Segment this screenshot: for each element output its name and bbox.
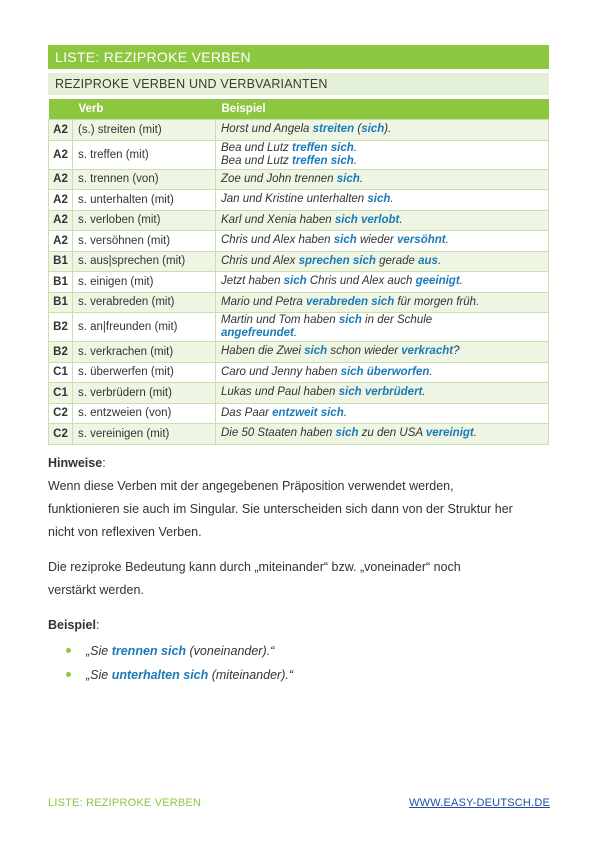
example-text: .: [390, 193, 394, 206]
example-text: .: [437, 254, 442, 267]
verb-cell: s. treffen (mit): [73, 140, 216, 169]
table-row: [49, 210, 549, 231]
highlighted-text: sich: [333, 234, 357, 247]
verb-cell: s. verloben (mit): [73, 210, 216, 231]
highlighted-text: vereinigt: [425, 427, 474, 440]
highlighted-text: unterhalten sich: [111, 668, 209, 682]
example-text: .: [343, 406, 347, 419]
table-body: [49, 120, 549, 445]
verb-cell: s. vereinigen (mit): [73, 424, 216, 445]
highlighted-text: sich verlobt: [334, 213, 400, 226]
level-cell: C2: [49, 424, 73, 445]
highlighted-text: sich: [338, 314, 362, 326]
example-text: .: [445, 234, 449, 247]
example-text: Chris und Alex haben: [221, 234, 334, 247]
example-text: .: [429, 365, 433, 378]
table-row: [49, 403, 549, 424]
highlighted-text: sich: [361, 123, 385, 136]
level-cell: C2: [49, 403, 73, 424]
highlighted-text: sprechen sich: [298, 254, 376, 267]
section-subtitle: REZIPROKE VERBEN UND VERBVARIANTEN: [48, 73, 549, 95]
level-cell: A2: [49, 231, 73, 252]
example-cell: [216, 403, 549, 424]
example-text: schon wieder: [327, 345, 402, 358]
verb-cell: s. entzweien (von): [73, 403, 216, 424]
level-cell: B1: [49, 272, 73, 293]
highlighted-text: aus: [418, 254, 438, 267]
example-cell: [216, 313, 549, 342]
highlighted-text: angefreundet: [221, 327, 294, 339]
example-text: Jan und Kristine unterhalten: [221, 193, 368, 206]
example-cell: [216, 140, 549, 169]
example-cell: [216, 120, 549, 141]
example-text: .: [422, 386, 426, 399]
verb-cell: s. aus|sprechen (mit): [73, 251, 216, 272]
highlighted-text: versöhnt: [397, 234, 446, 247]
notes-heading: Hinweise:: [48, 456, 106, 470]
notes-paragraph-line: verstärkt werden.: [48, 583, 144, 597]
example-text: wieder: [356, 234, 398, 247]
table-row: [49, 169, 549, 190]
level-cell: A2: [49, 140, 73, 169]
example-text: für morgen früh.: [394, 295, 480, 308]
example-cell: [216, 383, 549, 404]
bullet-icon: [66, 672, 71, 677]
highlighted-text: sich: [336, 172, 360, 185]
example-text: (: [354, 123, 362, 136]
example-text: „Sie: [86, 668, 112, 682]
verb-cell: s. versöhnen (mit): [73, 231, 216, 252]
verb-cell: s. verabreden (mit): [73, 292, 216, 313]
level-cell: A2: [49, 169, 73, 190]
highlighted-text: sich: [335, 427, 359, 440]
example-text: Die 50 Staaten haben: [221, 427, 336, 440]
verb-cell: s. überwerfen (mit): [73, 362, 216, 383]
verb-cell: (s.) streiten (mit): [73, 120, 216, 141]
example-text: .: [359, 172, 363, 185]
example-text: .: [353, 154, 357, 167]
column-header-example: Beispiel: [216, 99, 549, 120]
highlighted-text: verabreden sich: [306, 295, 395, 308]
verb-cell: s. einigen (mit): [73, 272, 216, 293]
column-header-verb: Verb: [73, 99, 216, 120]
example-text: Karl und Xenia haben: [221, 213, 335, 226]
table-row: [49, 272, 549, 293]
example-cell: [216, 210, 549, 231]
table-row: [49, 383, 549, 404]
level-cell: B2: [49, 313, 73, 342]
example-cell: [216, 292, 549, 313]
example-cell: [216, 342, 549, 363]
example-text: .: [293, 327, 298, 339]
table-row: [49, 313, 549, 342]
table-row: [49, 424, 549, 445]
highlighted-text: sich: [283, 275, 307, 288]
verb-cell: s. an|freunden (mit): [73, 313, 216, 342]
table-row: [49, 231, 549, 252]
example-list: [48, 639, 548, 687]
table-row: [49, 190, 549, 211]
notes-paragraph-line: Die reziproke Bedeutung kann durch „miteinander“ bzw. „voneinader“ noch: [48, 560, 461, 574]
verb-cell: s. verkrachen (mit): [73, 342, 216, 363]
level-cell: B2: [49, 342, 73, 363]
table-row: [49, 251, 549, 272]
example-text: in der Schule: [361, 314, 433, 326]
example-text: .: [473, 427, 477, 440]
highlighted-text: verkracht: [401, 345, 454, 358]
level-cell: C1: [49, 362, 73, 383]
level-cell: A2: [49, 120, 73, 141]
verb-cell: s. verbrüdern (mit): [73, 383, 216, 404]
highlighted-text: sich überworfen: [340, 365, 430, 378]
example-text: Caro und Jenny haben: [221, 365, 341, 378]
example-text: ).: [384, 123, 392, 136]
example-text: Chris und Alex: [221, 254, 299, 267]
example-text: ?: [453, 345, 460, 358]
example-text: Chris und Alex auch: [306, 275, 416, 288]
column-header-level: [49, 99, 73, 120]
example-text: „Sie: [86, 644, 112, 658]
highlighted-text: sich verbrüdert: [338, 386, 423, 399]
example-cell: [216, 190, 549, 211]
table-header-row: [49, 99, 549, 120]
table-row: [49, 342, 549, 363]
example-text: .: [399, 213, 403, 226]
example-text: Mario und Petra: [221, 295, 307, 308]
example-list-item: [66, 639, 548, 663]
example-cell: [216, 251, 549, 272]
verb-cell: s. unterhalten (mit): [73, 190, 216, 211]
example-text: .: [459, 275, 463, 288]
highlighted-text: trennen sich: [111, 644, 187, 658]
highlighted-text: sich: [304, 345, 328, 358]
example-list-item: [66, 663, 548, 687]
footer-title: LISTE: REZIPROKE VERBEN: [48, 797, 202, 809]
level-cell: A2: [49, 210, 73, 231]
highlighted-text: treffen sich: [291, 141, 354, 154]
example-text: Das Paar: [221, 406, 273, 419]
highlighted-text: treffen sich: [291, 154, 354, 167]
table-row: [49, 292, 549, 313]
highlighted-text: geeinigt: [415, 275, 460, 288]
table-row: [49, 140, 549, 169]
notes-paragraph-line: Wenn diese Verben mit der angegebenen Präposition verwendet werden,: [48, 479, 454, 493]
example-text: Haben die Zwei: [221, 345, 305, 358]
example-text: (miteinander).“: [208, 668, 293, 682]
notes-section: [48, 452, 548, 687]
level-cell: B1: [49, 251, 73, 272]
table-row: [49, 362, 549, 383]
example-cell: [216, 231, 549, 252]
example-text: Lukas und Paul haben: [221, 386, 339, 399]
level-cell: B1: [49, 292, 73, 313]
example-cell: [216, 272, 549, 293]
level-cell: C1: [49, 383, 73, 404]
highlighted-text: entzweit sich: [272, 406, 344, 419]
footer-website-link[interactable]: WWW.EASY-DEUTSCH.DE: [409, 797, 550, 809]
example-cell: [216, 424, 549, 445]
verbs-table: [48, 99, 549, 445]
example-cell: [216, 362, 549, 383]
example-text: (voneinander).“: [186, 644, 275, 658]
example-text: gerade: [375, 254, 419, 267]
verb-cell: s. trennen (von): [73, 169, 216, 190]
example-text: Bea und Lutz: [221, 154, 292, 167]
example-text: Horst und Angela: [221, 123, 313, 136]
notes-paragraph-line: nicht von reflexiven Verben.: [48, 525, 202, 539]
example-text: Bea und Lutz: [221, 141, 292, 154]
example-text: .: [353, 141, 357, 154]
level-cell: A2: [49, 190, 73, 211]
example-text: zu den USA: [358, 427, 426, 440]
example-heading: Beispiel:: [48, 618, 100, 632]
example-text: Martin und Tom haben: [221, 314, 339, 326]
highlighted-text: streiten: [312, 123, 355, 136]
example-cell: [216, 169, 549, 190]
notes-paragraph-line: funktionieren sie auch im Singular. Sie unterscheiden sich dann von der Struktur her: [48, 502, 513, 516]
table-row: [49, 120, 549, 141]
example-text: Zoe und John trennen: [221, 172, 337, 185]
page-title: LISTE: REZIPROKE VERBEN: [48, 45, 549, 69]
highlighted-text: sich: [367, 193, 391, 206]
bullet-icon: [66, 648, 71, 653]
example-text: Jetzt haben: [221, 275, 284, 288]
